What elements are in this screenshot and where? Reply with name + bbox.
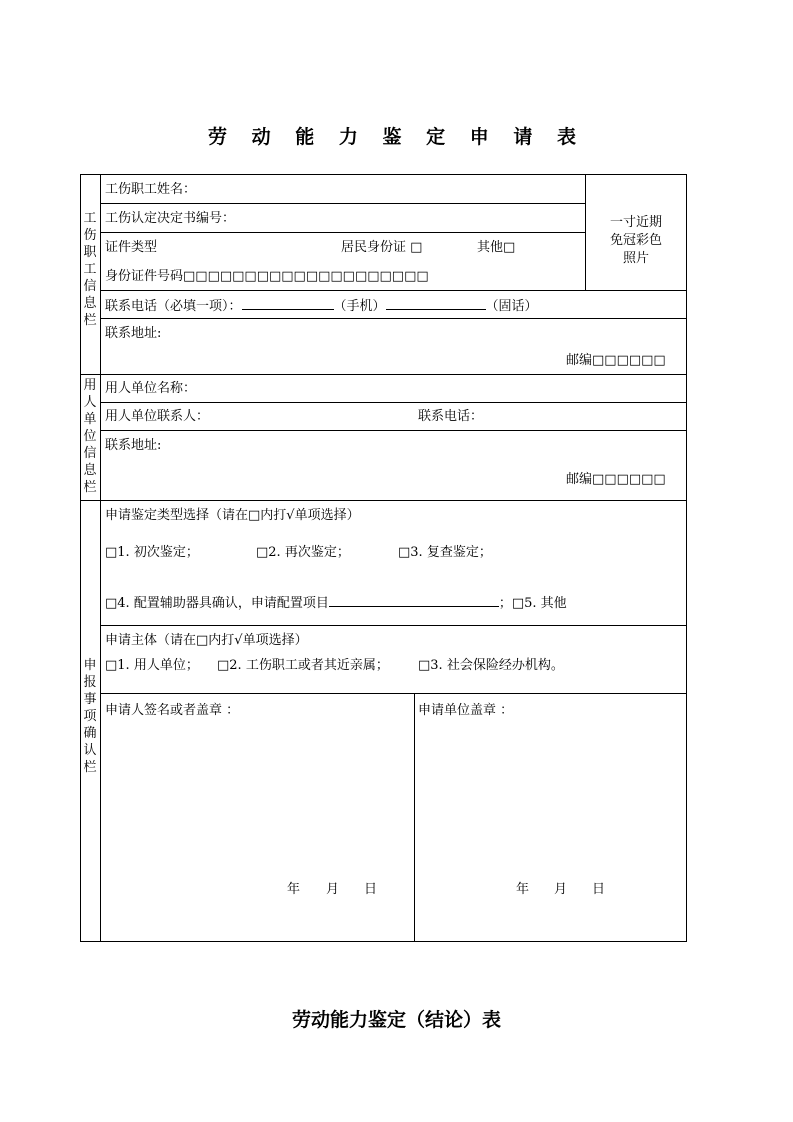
mobile-phone-label: （手机） xyxy=(333,299,386,314)
worker-name-label: 工伤职工姓名： xyxy=(105,182,197,197)
applicant-date-day: 日 xyxy=(364,882,378,897)
photo-placeholder xyxy=(586,214,686,268)
form-title: 劳 动 能 力 鉴 定 申 请 表 xyxy=(208,126,585,148)
appraisal-type-other[interactable]: ；□5. 其他 xyxy=(498,596,567,611)
unit-date-month: 月 xyxy=(554,882,568,897)
employer-name-label: 用人单位名称： xyxy=(105,381,197,396)
employer-postcode-label[interactable]: 邮编□□□□□□ xyxy=(566,472,666,487)
id-number-label: 身份证件号码□□□□□□□□□□□□□□□□□□□□ xyxy=(105,269,429,284)
phone-row xyxy=(105,297,538,315)
id-type-label: 证件类型 xyxy=(105,240,158,255)
unit-date-year: 年 xyxy=(516,882,530,897)
applicant-date-year: 年 xyxy=(287,882,301,897)
unit-seal-label: 申请单位盖章 ： xyxy=(418,703,514,718)
subject-employer[interactable]: □1. 用人单位； xyxy=(105,658,199,673)
aids-item-field[interactable] xyxy=(329,594,499,607)
subject-worker-or-relative[interactable]: □2. 工伤职工或者其近亲属； xyxy=(217,658,389,673)
applicant-signature-label: 申请人签名或者盖章 ： xyxy=(105,703,240,718)
section-label-employer-info: 用人单位信息栏 xyxy=(83,378,97,495)
mobile-phone-field[interactable] xyxy=(242,297,334,310)
id-type-option-resident-card[interactable]: 居民身份证 □ xyxy=(341,240,423,255)
section-label-worker-info: 工伤职工信息栏 xyxy=(83,211,97,328)
applicant-date-month: 月 xyxy=(326,882,340,897)
subject-social-insurance-agency[interactable]: □3. 社会保险经办机构。 xyxy=(418,658,564,673)
worker-address-label: 联系地址: xyxy=(105,326,162,341)
section-label-declaration: 申报事项确认栏 xyxy=(83,658,97,775)
id-type-option-other[interactable]: 其他□ xyxy=(477,240,516,255)
appraisal-type-row4 xyxy=(105,594,567,612)
employer-contact-label: 用人单位联系人： xyxy=(105,409,210,424)
employer-address-label: 联系地址: xyxy=(105,438,162,453)
phone-label: 联系电话（必填一项）： xyxy=(105,299,242,314)
conclusion-table-title: 劳动能力鉴定（结论）表 xyxy=(291,1009,501,1031)
applicant-subject-heading: 申请主体（请在□内打√单项选择） xyxy=(105,633,308,648)
appraisal-type-initial[interactable]: □1. 初次鉴定； xyxy=(105,545,199,560)
appraisal-type-repeat[interactable]: □2. 再次鉴定； xyxy=(256,545,350,560)
appraisal-type-heading: 申请鉴定类型选择（请在□内打√单项选择） xyxy=(105,508,360,523)
worker-postcode-label[interactable]: 邮编□□□□□□ xyxy=(566,353,666,368)
appraisal-type-aids[interactable]: □4. 配置辅助器具确认，申请配置项目 xyxy=(105,596,329,611)
photo-text-line3: 照片 xyxy=(622,251,649,266)
appraisal-type-review[interactable]: □3. 复查鉴定； xyxy=(398,545,492,560)
decision-number-label: 工伤认定决定书编号： xyxy=(105,211,236,226)
unit-date-day: 日 xyxy=(592,882,606,897)
employer-phone-label: 联系电话： xyxy=(418,409,484,424)
landline-phone-field[interactable] xyxy=(386,297,486,310)
landline-phone-label: （固话） xyxy=(485,299,538,314)
photo-text-line2: 免冠彩色 xyxy=(609,233,662,248)
photo-text-line1: 一寸近期 xyxy=(609,215,662,230)
